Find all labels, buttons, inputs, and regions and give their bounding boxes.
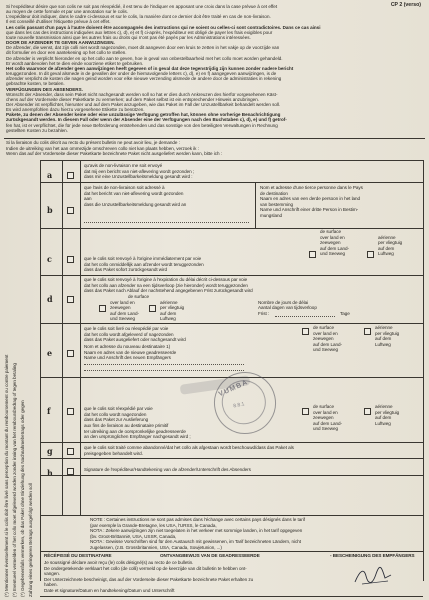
divider — [4, 138, 425, 139]
air-header: Luftweg — [375, 341, 391, 347]
instruction-line: chens auf der Vorderseite dieser Paketkarte zu vermerken; auf dem Paket selbst ist ein entsprechender Hinweis anzubringen. — [6, 96, 259, 102]
air-header: Luftweg — [375, 420, 391, 426]
note-line: NOTA : Gewisse Vorschriften sind für den Austausch mit gewissenen, im Tarif bezeichneten Ländern, nicht — [90, 539, 301, 544]
instruction-line: VERFÜGUNGEN DES ABSENDERS. — [6, 86, 83, 92]
intro-fr: Si la livraison du colis décrit au recto du présent bulletin ne peut avoir lieu, je demande : — [6, 140, 180, 145]
frame-right — [423, 160, 424, 581]
air-header: Luftweg — [160, 316, 176, 321]
air-header: auf dem — [378, 245, 395, 251]
checkbox-column-divider — [80, 160, 81, 515]
row-divider — [40, 323, 423, 324]
option-text: que le colis soit réexpédié par voie — [84, 406, 153, 411]
intro-de: Wenn das auf der Vorderseite dieser Paketkarte bezeichnete Paket nicht ausgeliefert werden kann, bitte ich : — [6, 151, 222, 156]
option-text: Nom et adresse du nouveau destinataire 1) — [84, 344, 171, 349]
transport-header: over land en — [110, 299, 135, 305]
option-letter-b: b — [47, 205, 53, 215]
transport-header: und Seeweg — [313, 426, 339, 431]
row-divider — [40, 475, 423, 476]
receipt-line: vangen. — [44, 571, 60, 576]
option-text: dass das Paket sofort zurückgesandt wird — [84, 267, 168, 272]
note-line: (par exemple la Grande-Bretagne, les USA, l'URSS, le Canada, — [90, 522, 217, 528]
option-text: que le colis soit traité comme abandonné/dat het collo als afgestaan wordt beschouwd/dass das Paket als — [84, 445, 294, 450]
instruction-line: Der Absender ist verpflichtet, hierunter und auf dem Paket anzugeben, wie das Paket im Fall der Unzustellbarkeit behandelt werden soll. — [6, 101, 281, 107]
receipt-line: Je soussigné déclare avoir reçu (le) colis désigné(s) au recto de ce bulletin. — [44, 560, 194, 565]
air-checkbox-c[interactable] — [367, 251, 374, 258]
note-line: zugelassen, (z.B. Grossbritannien, USA, Canada, Sowjetunion, ...) — [90, 544, 222, 550]
postmark-date: 8.8.1 — [232, 401, 245, 410]
instruction-line: dit formulier en door een aantekening op het collo te stellen. — [6, 50, 127, 56]
row-divider — [40, 458, 423, 459]
footnote-line: (*) Mentionner éventuellement si le colis doit être livré sans perception du montant du remboursement ou contre paiement — [4, 354, 9, 597]
third-party-label: van bestemming — [260, 201, 294, 207]
option-text: que l'avis de non-livraison soit adressé à — [84, 185, 165, 190]
letter-column-divider — [62, 160, 63, 515]
instruction-line: Si l'expéditeur désire que son colis ne soit pas réexpédié, il est tenu de l'indiquer en apposant une croix dans la case prévue à cet effet — [6, 4, 278, 9]
transport-header: de surface — [320, 229, 341, 234]
transport-header: auf dem Land- — [313, 341, 342, 347]
transport-header: und Seeweg — [313, 347, 339, 352]
note-line: NOTA : Zekere aanwijzingen zijn niet toegelaten in het verkeer met sommige landen, in het tarif opgegeven — [90, 528, 303, 533]
option-text: dass das Paket zur Auslieferung — [84, 417, 149, 422]
frame-bottom — [40, 596, 423, 597]
transport-header: de surface — [313, 325, 334, 330]
receipt-title-nl: ONTVANGBEWIJS VAN DE GEADRESSEERDE — [160, 553, 260, 558]
air-header: per vliegtuig — [375, 330, 400, 336]
divider — [40, 515, 423, 516]
transport-header: auf dem Land- — [110, 310, 139, 316]
row-divider — [40, 228, 423, 229]
option-text: dass mir eine Unzustellbarkeitsmeldung gesandt wird : — [84, 174, 193, 179]
surface-checkbox-d[interactable] — [99, 305, 106, 312]
air-header: auf dem — [160, 310, 177, 316]
option-checkbox-e[interactable] — [67, 350, 74, 357]
option-checkbox-f[interactable] — [67, 408, 74, 415]
instruction-line: De afzender is verplicht hieronder en op het collo aan te geven, hoe in geval van onbestelbaarheid met het collo moet worden gehandeld. — [6, 55, 283, 61]
transport-header: auf dem Land- — [320, 245, 349, 251]
delay-label: Tage — [340, 310, 350, 316]
option-text: preisgegeben behandelt wird. — [84, 450, 143, 456]
transport-header: zeewegen — [320, 240, 341, 245]
transport-header: und Seeweg — [320, 251, 346, 256]
footnote-line: (*) Gegebenenfalls vermerken, ob das Paket ohne Einziehung des Nachnahmebetrags oder gegen — [20, 400, 25, 597]
option-checkbox-h[interactable] — [67, 468, 74, 475]
note-line: (bv. Groot-Brittannië, USA, USSR, Canada, — [90, 533, 177, 539]
third-party-label: Name und Anschrift einer dritte Person in Bestim- — [260, 207, 359, 212]
air-header: Luftweg — [378, 251, 394, 256]
delay-label: Nombre de jours de délai — [258, 299, 309, 305]
instruction-line: gestellten Kosten zu bezahlen. — [6, 127, 68, 133]
option-letter-g: g — [47, 446, 53, 456]
surface-checkbox-e[interactable] — [302, 328, 309, 335]
option-text: que le colis soit renvoyé à l'origine immédiatement par voie — [84, 256, 202, 261]
transport-header: auf dem Land- — [313, 420, 342, 426]
option-text: aan — [84, 196, 92, 201]
transport-header: over land en — [320, 234, 345, 240]
transport-header: zeewegen — [110, 305, 131, 310]
option-letter-e: e — [47, 348, 53, 358]
instruction-line: DOOR DE AFZENDER TE GEVEN AANWIJZINGEN. — [6, 40, 115, 46]
instruction-line: gebrachte kosten, te betalen. — [6, 81, 65, 87]
air-checkbox-f[interactable] — [364, 408, 371, 415]
receipt-line: De ondergetekende verklaart het collo (de colli) vermeld op de keerzijde van dit bulletin te hebben ont- — [44, 565, 247, 571]
cell-divider — [255, 182, 256, 228]
third-party-label: de destination — [260, 190, 288, 196]
option-text: dat het collo aan afzender na een tijdsverloop (zie hieronder) wordt teruggezonden — [84, 282, 248, 288]
instruction-line: Es wird anempfohlen dazu hierzu vorgesehene Etikette zu benützen. — [6, 107, 145, 113]
option-text: Naam en adres van de nieuwe geadresseerde — [84, 349, 177, 355]
option-text: dat het collo onmiddellijk aan afzender wordt teruggezonden — [84, 261, 204, 267]
instruction-line: Het collo waarvoor de afzender geen aanwijzingen heeft gegeven of in geval dat deze tegenstrijdig zijn kunnen zonder nadere bericht — [6, 65, 294, 71]
option-checkbox-a[interactable] — [67, 172, 74, 179]
option-text: dat het collo wordt afgeleverd of nagezonden — [84, 331, 174, 337]
option-letter-c: c — [47, 254, 52, 264]
new-addressee-field[interactable] — [84, 370, 244, 371]
transport-header: zeewegen — [313, 336, 334, 341]
option-text: ter uitreiking aan de oorspronkelijke geadresseerde — [84, 428, 186, 434]
option-text: dass das Paket ausgeliefert oder nachgesandt wird — [84, 337, 186, 342]
air-header: auf dem — [375, 336, 392, 341]
transport-header: over land en — [313, 330, 338, 336]
instruction-line: afzender verplicht de kosten die nagen geind worden voor elke nieuwe verzending alsmede de andere door de administraties in rekening — [6, 76, 282, 82]
option-text: que le colis soit renvoyé à l'origine à l'expiration du délai décrit ci-dessous par voie — [84, 277, 248, 282]
option-letter-f: f — [47, 406, 51, 416]
air-header: per vliegtuig — [375, 409, 400, 415]
option-checkbox-c[interactable] — [67, 256, 74, 263]
divider — [40, 551, 423, 552]
surface-checkbox-c[interactable] — [309, 251, 316, 258]
row-divider — [40, 160, 423, 161]
instruction-line: que dans les cas des instructions indiquées aux lettres c), d), e) et f) ci-après, l'expéditeur est obligé de payer les frais exigibles pour — [6, 29, 273, 35]
transport-header: zeewegen — [313, 415, 334, 420]
receipt-date-signature-label: Date et signature/Datum en handtekening/Datum und Unterschrift — [44, 588, 175, 593]
sender-signature-label: Signature de l'expéditeur/Handtekening van de afzender/Unterschrift des Absenders — [84, 467, 251, 472]
instruction-line: Er wordt aanbevolen het te dien einde voorziene etiket te gebruiken. — [6, 60, 144, 66]
instruction-line: au moyen de cette formule et par une annotation sur le colis. — [6, 9, 129, 15]
footnote-line: Zahlung eines geringeren Betrags ausgefolgt werden soll — [28, 483, 33, 597]
air-header: aérienne — [375, 325, 393, 330]
option-text: dat het collo wordt nagezonden — [84, 411, 147, 417]
new-addressee-field[interactable] — [84, 364, 244, 365]
option-text: aux fins de livraison au destinataire primitif — [84, 423, 169, 428]
air-checkbox-d[interactable] — [149, 305, 156, 312]
option-letter-a: a — [47, 170, 53, 180]
receipt-title-fr: RÉCÉPISSÉ DU DESTINATAIRE — [44, 553, 112, 558]
intro-nl: Indien de uitreiking van het aan ommezijde omschreven collo niet kan plaats hebben, verzoek ik : — [6, 145, 199, 151]
third-party-label: mungsland — [260, 212, 283, 218]
option-text: dass die Unzustellbarkeitsmeldung gesandt wird an — [84, 201, 187, 207]
option-text: dat het bericht van niet-aflevering wordt gezonden — [84, 190, 184, 196]
instruction-line: L'expéditeur doit indiquer, dans le cadre ci-dessous et sur le colis, la manière dont ce dernier doit être traité en cas de non-livraison. — [6, 14, 271, 20]
option-text: que le colis soit livré ou réexpédié par voie — [84, 326, 169, 331]
handwritten-signature — [352, 566, 394, 588]
air-header: per vliegtuig — [160, 305, 185, 310]
instruction-line: teruggezonden. In dit geval alsmede in de gevallen der onder de hiernavolgende letters c), d), e) en f) aangegeven aanwijzingen, is de — [6, 71, 277, 77]
receipt-line: Der Unterzeichnete bescheinigt, das auf der Vorderseite dieser Paketkarte bezeichnete Paket erhalten zu — [44, 576, 254, 582]
transport-header: over land en — [313, 409, 338, 415]
air-header: aérienne — [375, 404, 393, 409]
option-checkbox-b[interactable] — [67, 207, 74, 214]
row-divider — [40, 442, 423, 443]
instruction-line: zurückgesandt werden. In diesem Fall oder wenn der Absender eine der Verfügungen nach den Buchstaben c), d), e) und f) getrof- — [6, 117, 287, 123]
receipt-title-de: - BESCHEINIGUNG DES EMPFÄNGERS — [330, 553, 415, 558]
option-text: dat mij een bericht van niet-aflevering wordt gezonden ; — [84, 168, 195, 174]
air-header: per vliegtuig — [378, 240, 403, 245]
option-checkbox-g[interactable] — [67, 448, 74, 455]
instruction-line: toute nouvelle transmission ainsi que les autres frais ou droits qui n'ont pas été payés par les Administrations intéressées. — [6, 34, 251, 40]
note-line: NOTE : Certaines instructions ne sont pas admises dans l'échange avec certains pays désignés dans le tarif — [90, 517, 305, 522]
option-letter-h: h — [47, 468, 53, 478]
air-header: aérienne — [160, 299, 178, 305]
footnote-line: (*) Eventueel vermelden of het collo moet afgeleverd worden zonder inning van het remboursbedrag of tegen betaling — [12, 363, 17, 597]
postmark-text: VUMBA — [217, 378, 250, 399]
transport-header: de surface — [313, 404, 334, 409]
option-checkbox-d[interactable] — [67, 296, 74, 303]
instruction-line: Wünscht der Absender, dass sein Paket nicht nachgesandt werden soll so hat er dies durch Ankreuzen des hierfür vorgesehenen Käst- — [6, 91, 278, 97]
form-code: CP 2 (verso) — [390, 2, 421, 8]
option-letter-d: d — [47, 294, 53, 304]
instruction-line: fen hat, ist er verpflichtet, die für jede neue Beförderung entstehenden und das sonstige von den beteiligten Verwaltungen in Rechnung — [6, 122, 278, 128]
footnote-sidebar — [4, 185, 38, 597]
option-text: an den ursprünglichen Empfänger nachgesandt wird ; — [84, 434, 191, 439]
transport-header: de surface — [128, 294, 149, 299]
delay-label: Frist : — [258, 310, 270, 316]
row-divider — [40, 182, 423, 183]
instructions-block — [6, 4, 406, 133]
instruction-line: De afzender, die wenst, dat zijn colli niet wordt nagezonden, moet dit aangeven door een kruis te zetten in het vakje op de voorzijde van — [6, 45, 280, 51]
instruction-line: Pakete, zu denen der Absender keine oder eine unzulässige Verfügung getroffen hat, können ohne vorherige Benachrichtigung — [6, 112, 281, 118]
air-header: aérienne — [378, 234, 396, 240]
delay-days-field[interactable] — [275, 316, 335, 317]
air-header: auf dem — [375, 415, 392, 420]
row-divider — [40, 275, 423, 276]
option-text: qu'avis de non-livraison me soit envoyé — [84, 163, 163, 168]
receipt-line: haben. — [44, 582, 58, 587]
transport-header: und Seeweg — [110, 316, 136, 321]
delay-label: Aantal dagen van tijdsverloop — [258, 305, 317, 310]
instruction-line: Les colis passant d'un pays à l'autre doivent être accompagnés des instructions qui ne soient ou celles-ci sont contradictoires. Dans ce cas ainsi — [6, 24, 321, 30]
address-field[interactable] — [84, 222, 249, 223]
surface-checkbox-f[interactable] — [302, 408, 309, 415]
air-checkbox-e[interactable] — [364, 328, 371, 335]
frame-left — [40, 160, 41, 581]
third-party-label: Naam en adres van een derde persoon in het land — [260, 196, 361, 201]
option-text: dass das Paket nach Ablauf der nachstehend angegebenen Frist zurückgesandt wird — [84, 288, 253, 293]
instruction-line: Il est conseillé d'utiliser l'étiquette prévue à cet effet. — [6, 19, 111, 25]
third-party-label: Nom et adresse d'une tierce personne dans le Pays — [260, 185, 363, 190]
option-text: Name und Anschrift des neuen Empfängers — [84, 355, 171, 360]
